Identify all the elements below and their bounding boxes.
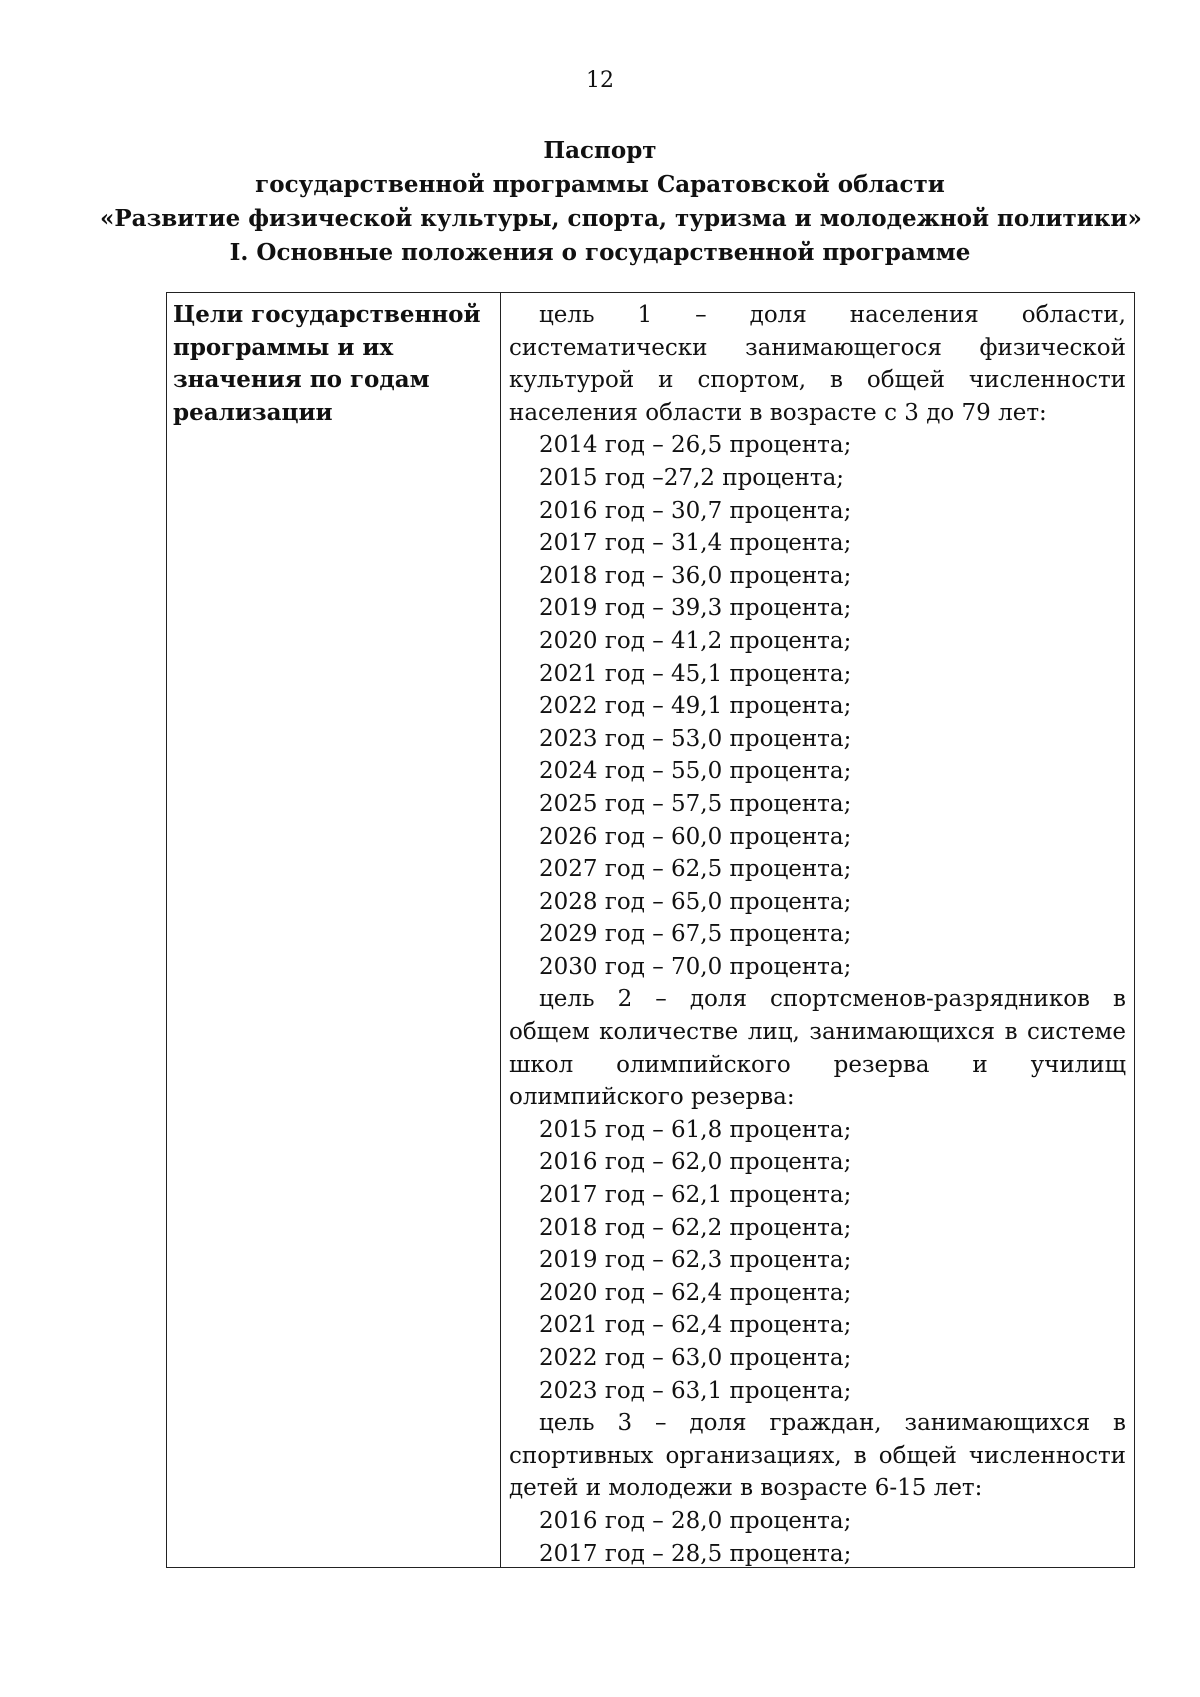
goal-year-value: 2025 год – 57,5 процента; [539,790,852,817]
goal-year-value: 2029 год – 67,5 процента; [539,921,852,948]
passport-table [166,292,1135,1568]
page-number: 12 [586,68,614,93]
goal-year-value: 2019 год – 62,3 процента; [539,1247,852,1274]
table-goals-cell [501,293,1134,1567]
goal-year-value: 2019 год – 39,3 процента; [539,595,852,622]
title-line-passport: Паспорт [543,137,657,164]
goal-text: цель 1 – доля населения области, систематически занимающегося физической культурой и спортом, в общей численности населения области в возрасте с 3 до 79 лет: [509,302,1126,426]
title-line-section: I. Основные положения о государственной программе [229,239,971,266]
goal-year-value: 2016 год – 62,0 процента; [539,1149,852,1176]
title-line-program-name: «Развитие физической культуры, спорта, туризма и молодежной политики» [100,205,1142,232]
goal-year-value: 2023 год – 63,1 процента; [539,1377,852,1404]
goal-block [509,299,1126,983]
goal-year-value: 2014 год – 26,5 процента; [539,432,852,459]
goal-year-value: 2015 год – 61,8 процента; [539,1116,852,1143]
goal-year-value: 2017 год – 62,1 процента; [539,1182,852,1209]
goal-year-value: 2023 год – 53,0 процента; [539,725,852,752]
goal-year-value: 2022 год – 49,1 процента; [539,693,852,720]
goal-block [509,1407,1126,1567]
goal-year-value: 2026 год – 60,0 процента; [539,823,852,850]
goal-text: цель 2 – доля спортсменов-разрядников в общем количестве лиц, занимающихся в системе школ олимпийского резерва и училищ олимпийского резерва: [509,986,1126,1111]
goal-year-value: 2021 год – 45,1 процента; [539,660,852,687]
goal-year-value: 2020 год – 62,4 процента; [539,1279,852,1306]
goal-text: цель 3 – доля граждан, занимающихся в спортивных организациях, в общей численности детей и молодежи в возрасте 6-15 лет: [509,1410,1126,1502]
goal-year-value: 2028 год – 65,0 процента; [539,888,852,915]
goal-year-value: 2030 год – 70,0 процента; [539,953,852,980]
goal-year-value: 2024 год – 55,0 процента; [539,758,852,785]
goal-year-value: 2017 год – 28,5 процента; [539,1540,852,1567]
goal-year-value: 2018 год – 36,0 процента; [539,562,852,589]
goal-year-value: 2020 год – 41,2 процента; [539,627,852,654]
goal-year-value: 2027 год – 62,5 процента; [539,856,852,883]
goal-block [509,983,1126,1407]
goal-year-value: 2017 год – 31,4 процента; [539,530,852,557]
goal-year-value: 2022 год – 63,0 процента; [539,1345,852,1371]
table-left-header: Цели государственной программы и их значения по годам реализации [167,293,501,1567]
goal-year-value: 2016 год – 28,0 процента; [539,1507,852,1534]
goal-year-value: 2016 год – 30,7 процента; [539,497,852,524]
title-line-program: государственной программы Саратовской области [255,171,945,198]
goal-year-value: 2018 год – 62,2 процента; [539,1214,852,1241]
goal-year-value: 2021 год – 62,4 процента; [539,1312,852,1339]
goal-year-value: 2015 год –27,2 процента; [539,464,845,491]
document-title [100,134,1142,270]
